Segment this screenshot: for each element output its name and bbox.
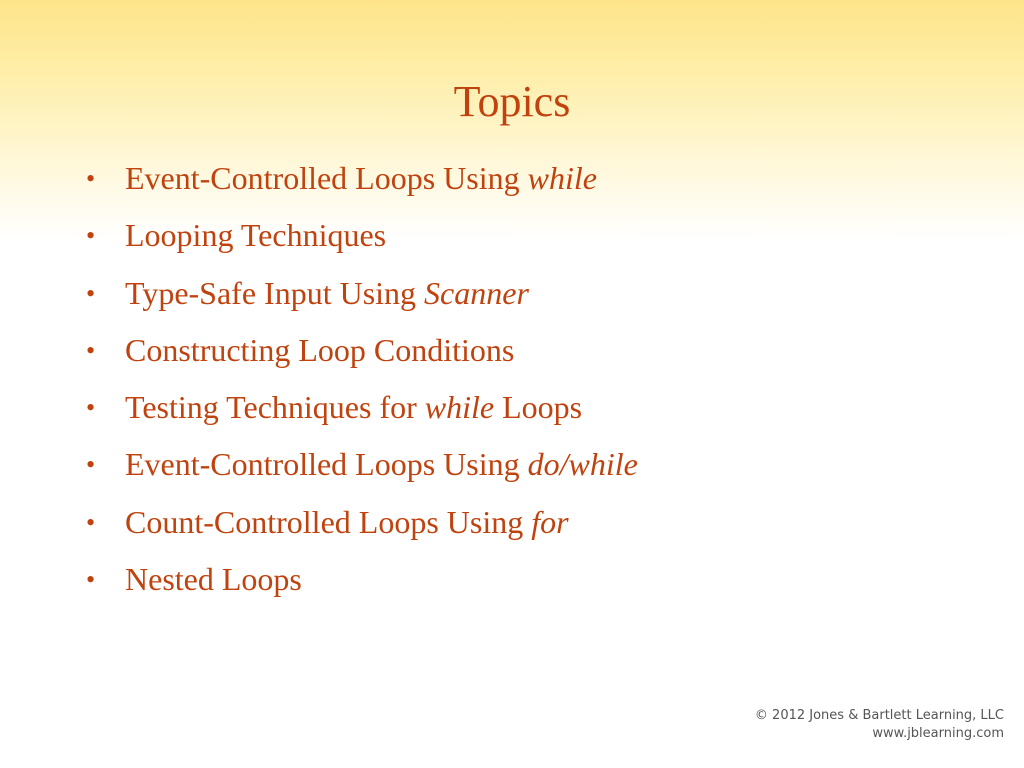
bullet-text: Type-Safe Input Using: [125, 274, 425, 311]
list-item: [84, 379, 638, 436]
publisher-footer: [755, 707, 1004, 743]
list-item: [84, 207, 638, 264]
bullet-icon: •: [86, 164, 96, 193]
bullet-text: Event-Controlled Loops Using: [125, 160, 528, 196]
bullet-icon: •: [86, 278, 96, 308]
bullet-italic-text: while: [527, 160, 597, 196]
bullet-icon: •: [86, 507, 96, 537]
list-item: [84, 494, 638, 551]
bullet-icon: •: [86, 335, 96, 365]
bullet-text: Testing Techniques for: [125, 389, 425, 426]
bullet-icon: •: [86, 393, 96, 423]
bullet-icon: •: [86, 565, 96, 595]
bullet-italic-text: Scanner: [424, 274, 529, 311]
list-item: [84, 551, 638, 608]
bullet-suffix-text: Loops: [494, 389, 583, 426]
list-item: [84, 322, 638, 379]
slide-title: Topics: [453, 77, 571, 126]
bullet-text: Looping Techniques: [125, 217, 387, 254]
bullet-italic-text: do/while: [527, 446, 638, 483]
list-item: [84, 150, 638, 207]
bullet-italic-text: for: [531, 503, 569, 540]
bullet-icon: •: [86, 221, 96, 251]
bullet-italic-text: while: [424, 389, 495, 426]
bullet-icon: •: [86, 450, 96, 480]
bullet-text: Count-Controlled Loops Using: [125, 503, 532, 540]
topic-list: [84, 150, 638, 608]
bullet-text: Nested Loops: [125, 561, 302, 598]
list-item: [84, 436, 638, 493]
copyright-notice: © 2012 Jones & Bartlett Learning, LLC: [754, 708, 1004, 723]
publisher-url: www.jblearning.com: [872, 726, 1004, 741]
list-item: [84, 265, 638, 322]
bullet-text: Constructing Loop Conditions: [125, 331, 515, 368]
bullet-text: Event-Controlled Loops Using: [125, 446, 528, 483]
